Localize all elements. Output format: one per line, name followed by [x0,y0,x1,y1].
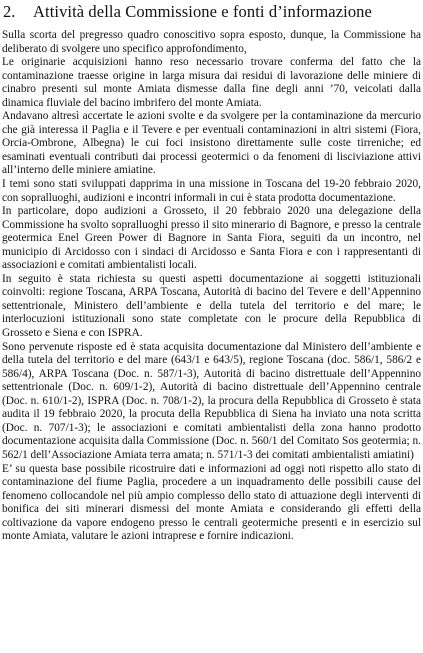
paragraph-8: E’ su questa base possibile ricostruire dati e informazioni ad oggi noti rispetto allo stato di contaminazione del fiume Paglia, procedere a un inquadramento delle possibili cause del fenomeno collocandole nel più ampio complesso dello stato di attuazione degli interventi di bonifica dei siti minerari dismessi del monte Amiata e considerando gli effetti della coltivazione da vapore endogeno presso le centrali geotermiche presenti e in esercizio sul monte Amiata, valutare le azioni intraprese e fornire indicazioni. [2,462,421,543]
paragraph-3: Andavano altresì accertate le azioni svolte e da svolgere per la contaminazione da mercurio che già interessa il Paglia e il Tevere e per eventuali contaminazioni in altri sistemi (Fiora, Orcia-Ombrone, Albegna) le cui foci insistono direttamente sulle coste tirreniche; ed esaminati eventuali contributi dai processi geotermici o da fenomeni di lisciviazione attivi all’interno delle miniere amiatine. [2,110,421,177]
paragraph-1: Sulla scorta del pregresso quadro conoscitivo sopra esposto, dunque, la Commissione ha deliberato di svolgere uno specifico approfondimento, [2,29,421,55]
document-page [2,0,421,544]
paragraph-5: In particolare, dopo audizioni a Grosseto, il 20 febbraio 2020 una delegazione della Commissione ha svolto sopralluoghi presso il sito minerario di Bagnore, e presso la centrale geotermica Enel Green Power di Bagnore in Santa Fiora, seguiti da un incontro, nel municipio di Arcidosso con i sindaci di Arcidosso e Santa Fiora e con i rappresentanti di associazioni e comitati ambientalisti locali. [2,205,421,272]
paragraph-4: I temi sono stati sviluppati dapprima in una missione in Toscana del 19-20 febbraio 2020, con sopralluoghi, audizioni e incontri informali in cui è stata prodotta documentazione. [2,178,421,204]
section-title: Attività della Commissione e fonti d’informazione [33,2,372,21]
section-number: 2. [3,2,16,21]
paragraph-6: In seguito è stata richiesta su questi aspetti documentazione ai soggetti istituzionali coinvolti: regione Toscana, ARPA Toscana, Autorità di bacino del Tevere e dell’Appennino settentrionale, Ministero dell’ambiente e della tutela del territorio e del mare; le interlocuzioni istituzionali sono state completate con le procure della Repubblica di Grosseto e Siena e con ISPRA. [2,272,421,340]
paragraph-7: Sono pervenute risposte ed è stata acquisita documentazione dal Ministero dell’ambiente e della tutela del territorio e del mare (643/1 e 643/5), regione Toscana (doc. 586/1, 586/2 e 586/4), ARPA Toscana (Doc. n. 587/1-3), Autorità di bacino distrettuale dell’Appennino settentrionale (Doc. n. 609/1-2), Autorità di bacino distrettuale dell’Appennino centrale (Doc. n. 610/1-2), ISPRA (Doc. n. 708/1-2), la procura della Repubblica di Grosseto è stata audita il 19 febbraio 2020, la procuta della Repubblica di Siena ha inviato una nota scritta (Doc. n. 707/1-3); le associazioni e comitati ambientalisti della zona hanno prodotto documentazione acquisita dalla Commissione (Doc. n. 560/1 del Comitato Sos geotermia; n. 562/1 dell’Associazione Amiata terra amata; n. 571/1-3 dei comitati ambientalisti amiatini) [2,340,421,461]
section-heading [2,2,421,22]
paragraph-2: Le originarie acquisizioni hanno reso necessario trovare conferma del fatto che la contaminazione traesse origine in larga misura dai residui di lavorazione delle miniere di cinabro presenti sul monte Amiata dismesse dalla fine degli anni ’70, veicolati dalla dinamica fluviale del bacino imbrifero del monte Amiata. [2,56,421,109]
section-body [2,29,421,544]
